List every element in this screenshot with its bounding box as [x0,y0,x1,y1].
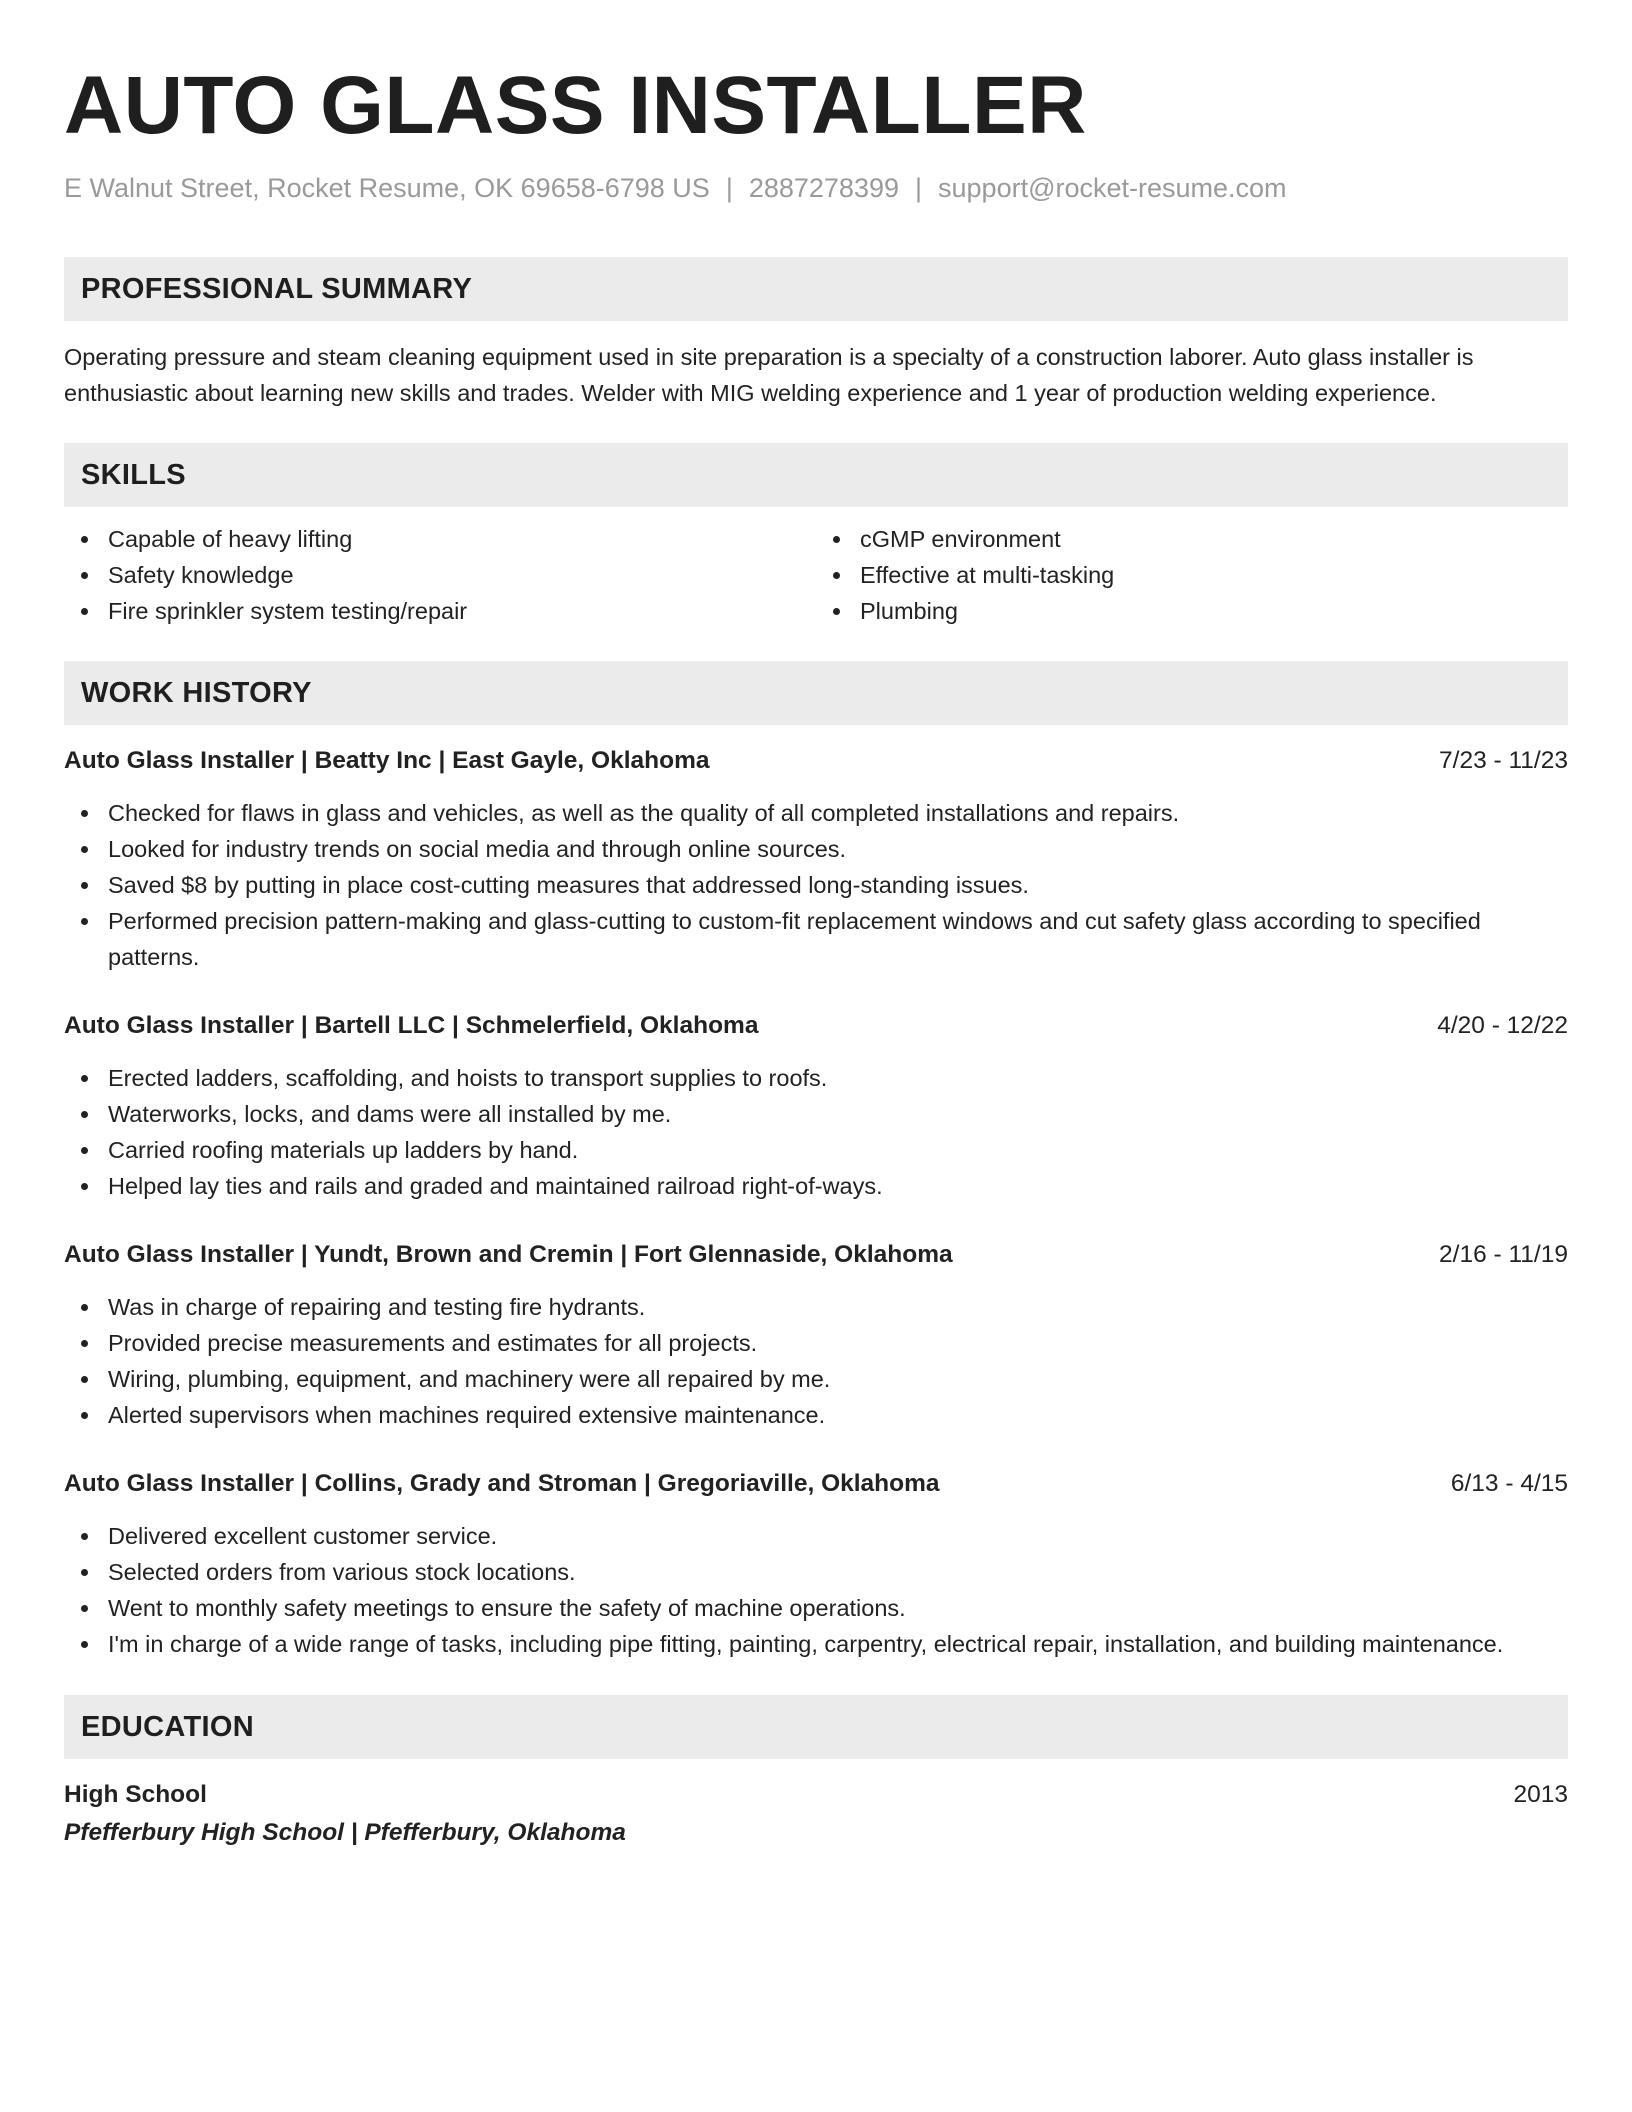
contact-address: E Walnut Street, Rocket Resume, OK 69658-6798 US [64,173,710,203]
skills-column-right [816,521,1568,629]
job-bullet: Saved $8 by putting in place cost-cutting measures that addressed long-standing issues. [108,867,1568,903]
skill-item: Capable of heavy lifting [108,521,816,557]
education-degree: High School [64,1781,207,1808]
contact-email[interactable]: support@rocket-resume.com [938,173,1287,203]
job-bullet: Provided precise measurements and estimates for all projects. [108,1325,1568,1361]
contact-phone: 2887278399 [748,173,899,203]
job-title: Auto Glass Installer | Collins, Grady and Stroman | Gregoriaville, Oklahoma [64,1470,940,1497]
education-header [64,1777,1568,1813]
skill-item: Effective at multi-tasking [860,557,1568,593]
section-title: SKILLS [81,458,186,491]
summary-text: Operating pressure and steam cleaning equipment used in site preparation is a specialty of a construction laborer. Auto glass installer is enthusiastic about learning new skills and trades. Welder with MIG welding experience and 1 year of production welding experience. [64,344,1474,406]
skill-item: cGMP environment [860,521,1568,557]
job-title: Auto Glass Installer | Bartell LLC | Schmelerfield, Oklahoma [64,1012,759,1039]
skill-item: Fire sprinkler system testing/repair [108,593,816,629]
contact-separator: | [725,173,733,203]
resume-name: AUTO GLASS INSTALLER [64,60,1087,151]
job-bullet: Selected orders from various stock locations. [108,1554,1568,1590]
job-dates: 2/16 - 11/19 [1439,1241,1568,1268]
job-entry [64,743,1568,975]
job-bullets [64,795,1568,975]
job-bullet: Went to monthly safety meetings to ensure the safety of machine operations. [108,1590,1568,1626]
job-bullet: Checked for flaws in glass and vehicles, as well as the quality of all completed installations and repairs. [108,795,1568,831]
skill-item: Plumbing [860,593,1568,629]
job-header [64,1008,1568,1044]
job-header [64,1466,1568,1502]
job-bullet: Helped lay ties and rails and graded and maintained railroad right-of-ways. [108,1168,1568,1204]
job-entry [64,1008,1568,1204]
section-header-education [64,1695,1568,1759]
contact-line [64,170,1568,206]
job-title: Auto Glass Installer | Beatty Inc | East Gayle, Oklahoma [64,747,710,774]
job-bullet: Carried roofing materials up ladders by hand. [108,1132,1568,1168]
job-entry [64,1466,1568,1662]
job-header [64,1237,1568,1273]
skills-column-left [64,521,816,629]
section-header-work-history [64,661,1568,725]
contact-separator: | [915,173,923,203]
section-header-skills [64,443,1568,507]
job-bullet: Alerted supervisors when machines required extensive maintenance. [108,1397,1568,1433]
job-header [64,743,1568,779]
education-year: 2013 [1513,1781,1568,1808]
job-bullet: Looked for industry trends on social media and through online sources. [108,831,1568,867]
education-school: Pfefferbury High School | Pfefferbury, Oklahoma [64,1819,626,1846]
job-bullet: Was in charge of repairing and testing fire hydrants. [108,1289,1568,1325]
skill-item: Safety knowledge [108,557,816,593]
job-entry [64,1237,1568,1433]
job-bullet: Waterworks, locks, and dams were all installed by me. [108,1096,1568,1132]
job-bullet: Erected ladders, scaffolding, and hoists to transport supplies to roofs. [108,1060,1568,1096]
section-header-summary [64,257,1568,321]
job-dates: 7/23 - 11/23 [1439,747,1568,774]
section-title: WORK HISTORY [81,676,312,709]
job-dates: 6/13 - 4/15 [1450,1470,1568,1497]
job-bullet: Performed precision pattern-making and glass-cutting to custom-fit replacement windows and cut safety glass according to specified patterns. [108,903,1568,975]
job-bullets [64,1289,1568,1433]
job-bullet: Wiring, plumbing, equipment, and machinery were all repaired by me. [108,1361,1568,1397]
section-title: EDUCATION [81,1710,254,1743]
job-bullets [64,1060,1568,1204]
section-title: PROFESSIONAL SUMMARY [81,272,473,305]
job-dates: 4/20 - 12/22 [1437,1012,1568,1039]
job-title: Auto Glass Installer | Yundt, Brown and Cremin | Fort Glennaside, Oklahoma [64,1241,953,1268]
job-bullet: Delivered excellent customer service. [108,1518,1568,1554]
skills-grid [64,521,1568,629]
job-bullet: I'm in charge of a wide range of tasks, including pipe fitting, painting, carpentry, electrical repair, installation, and building maintenance. [108,1626,1568,1662]
job-bullets [64,1518,1568,1662]
